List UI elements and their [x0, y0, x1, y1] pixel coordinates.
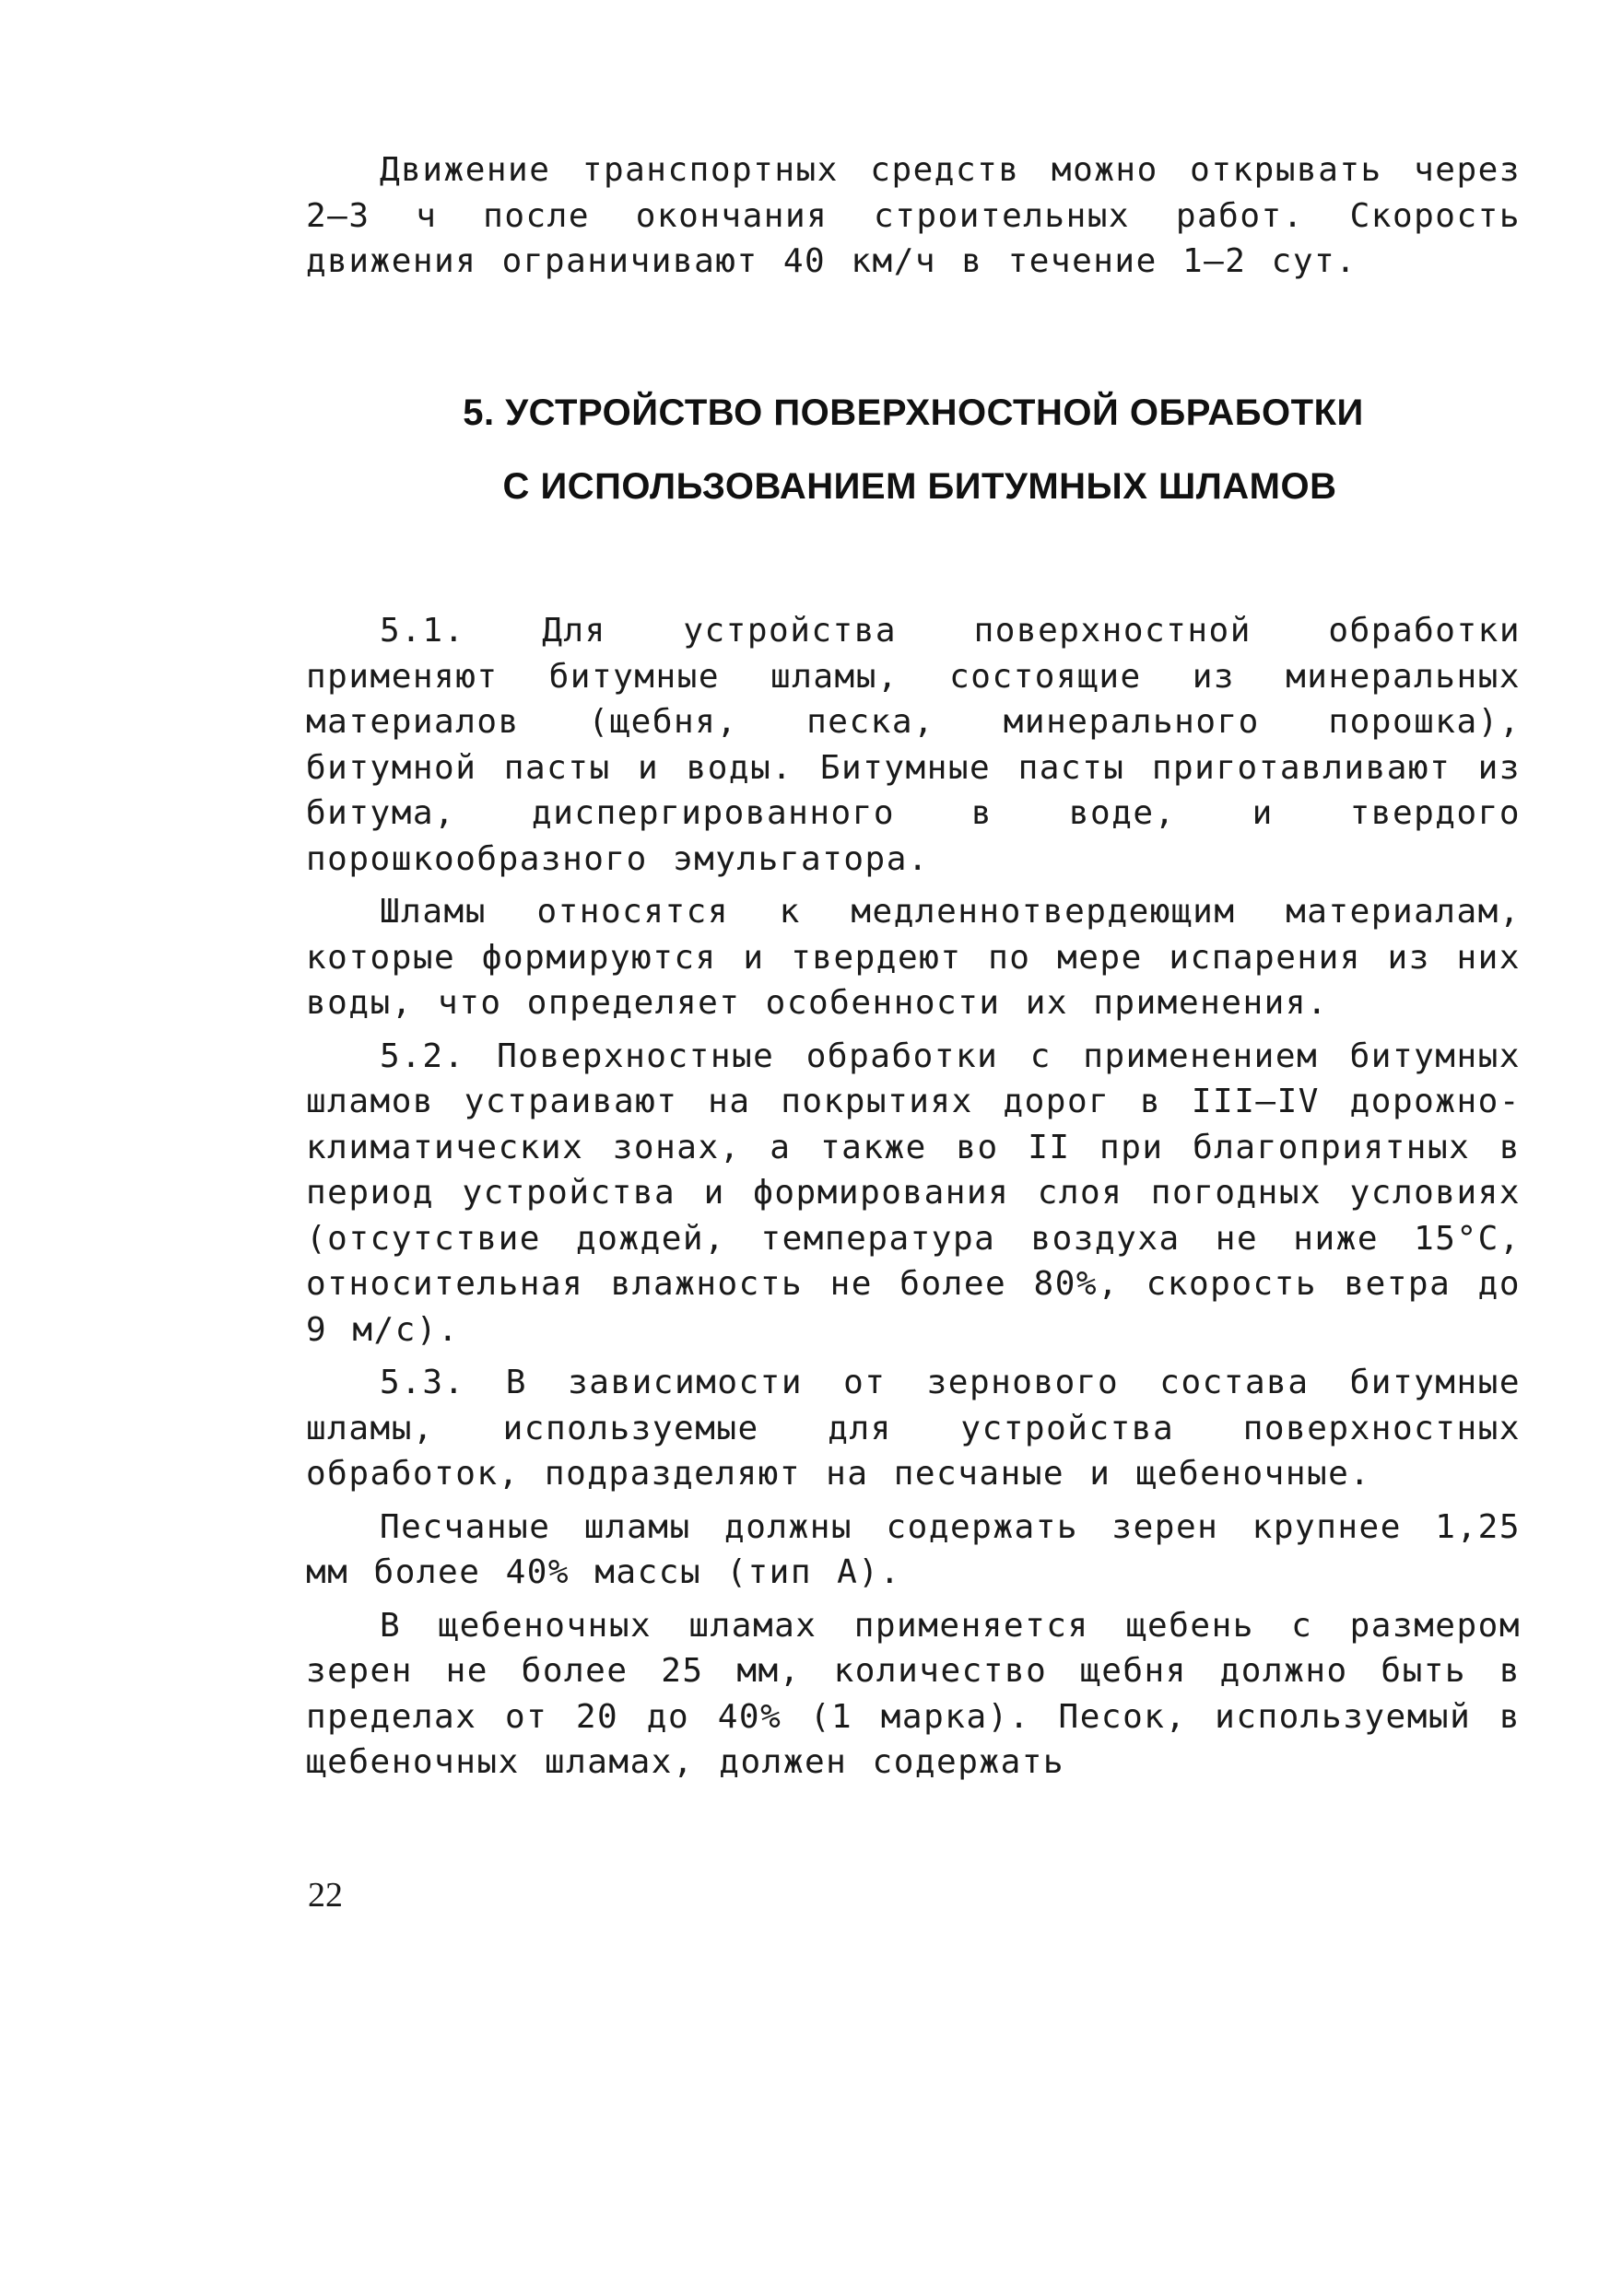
- section-title-line-2: С ИСПОЛЬЗОВАНИЕМ БИТУМНЫХ ШЛАМОВ: [502, 466, 1337, 507]
- paragraph-5-2: 5.2. Поверхностные обработки с применением битумных шламов устраивают на покрытиях дорог в III–IV дорожно-климатических зонах, а также во II при благоприятных в период устройства и формирования слоя погодных условиях (отсутствие дождей, температура воздуха не ниже 15°С, относительная влажность не более 80%, скорость ветра до 9 м/с).: [306, 1037, 1521, 1349]
- page-number: 22: [308, 1876, 343, 1915]
- paragraph-5-3: 5.3. В зависимости от зернового состава битумные шламы, используемые для устройства поверхностных обработок, подразделяют на песчаные и щебеночные.: [306, 1364, 1521, 1493]
- paragraph-gravel-sludge: В щебеночных шламах применяется щебень с размером зерен не более 25 мм, количество щебня должно быть в пределах от 20 до 40% (1 марка). Песок, используемый в щебеночных шламах, должен содержать: [306, 1606, 1521, 1781]
- section-body: [306, 608, 1521, 1786]
- section-title-line-1: 5. УСТРОЙСТВО ПОВЕРХНОСТНОЙ ОБРАБОТКИ: [463, 392, 1364, 433]
- paragraph-5-1: 5.1. Для устройства поверхностной обработки применяют битумные шламы, состоящие из минеральных материалов (щебня, песка, минерального порошка), битумной пасты и воды. Битумные пасты приготавливают из битума, диспергированного в воде, и твердого порошкообразного эмульгатора.: [306, 612, 1521, 878]
- intro-block: [306, 147, 1521, 285]
- section-heading: [306, 376, 1521, 523]
- intro-paragraph: Движение транспортных средств можно открывать через 2–3 ч после окончания строительных работ. Скорость движения ограничивают 40 км/ч в течение 1–2 сут.: [306, 151, 1521, 280]
- paragraph-sand-sludge: Песчаные шламы должны содержать зерен крупнее 1,25 мм более 40% массы (тип А).: [306, 1507, 1521, 1591]
- paragraph-sludge-properties: Шламы относятся к медленнотвердеющим материалам, которые формируются и твердеют по мере испарения из них воды, что определяет особенности их применения.: [306, 893, 1521, 1022]
